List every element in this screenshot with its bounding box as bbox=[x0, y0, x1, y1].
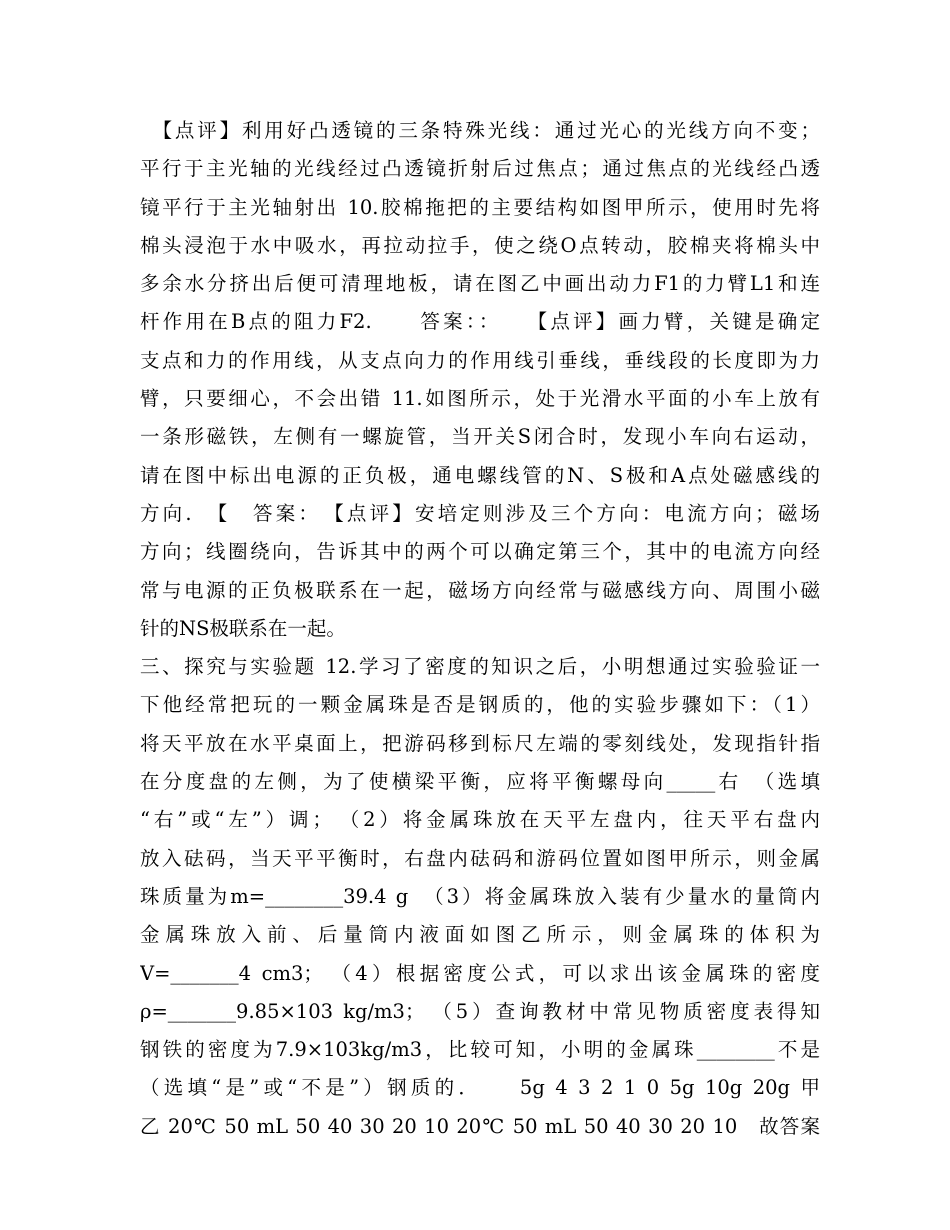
text-line: 珠质量为m=________39.4 g （3）将金属珠放入装有少量水的量筒内 bbox=[140, 884, 820, 908]
body-text bbox=[140, 112, 820, 1146]
text-line: 平行于主光轴的光线经过凸透镜折射后过焦点；通过焦点的光线经凸透 bbox=[140, 157, 820, 181]
text-line: 将天平放在水平桌面上，把游码移到标尺左端的零刻线处，发现指针指 bbox=[140, 731, 820, 755]
text-line: 【点评】利用好凸透镜的三条特殊光线：通过光心的光线方向不变； bbox=[140, 119, 820, 142]
text-line: 乙 20℃ 50 mL 50 40 30 20 10 20℃ 50 mL 50 40 30 20 10 故答案 bbox=[140, 1114, 820, 1138]
text-line: 棉头浸泡于水中吸水，再拉动拉手，使之绕O点转动，胶棉夹将棉头中 bbox=[140, 233, 820, 257]
text-line: 在分度盘的左侧，为了使横梁平衡，应将平衡螺母向_____右 （选填 bbox=[140, 770, 820, 794]
text-line: 放入砝码，当天平平衡时，右盘内砝码和游码位置如图甲所示，则金属 bbox=[140, 846, 820, 870]
text-line: ρ=_______9.85×103 kg/m3； （5）查询教材中常见物质密度表得知 bbox=[140, 999, 820, 1023]
text-line: “右”或“左”）调； （2）将金属珠放在天平左盘内，往天平右盘内 bbox=[140, 808, 820, 832]
text-line: 方向. 【 答案： 【点评】安培定则涉及三个方向：电流方向；磁场 bbox=[140, 501, 820, 525]
text-line: 下他经常把玩的一颗金属珠是否是钢质的，他的实验步骤如下：（1） bbox=[140, 693, 820, 717]
text-line: 常与电源的正负极联系在一起，磁场方向经常与磁感线方向、周围小磁 bbox=[140, 578, 820, 602]
text-line: 钢铁的密度为7.9×103kg/m3，比较可知，小明的金属珠________不是 bbox=[140, 1038, 820, 1062]
text-line: 金属珠放入前、后量筒内液面如图乙所示，则金属珠的体积为 bbox=[140, 923, 820, 947]
text-line: （选填“是”或“不是”）钢质的． 5g 4 3 2 1 0 5g 10g 20g 甲 bbox=[140, 1076, 820, 1100]
text-line: 镜平行于主光轴射出 10.胶棉拖把的主要结构如图甲所示，使用时先将 bbox=[140, 195, 820, 219]
text-line: 请在图中标出电源的正负极，通电螺线管的N、S极和A点处磁感线的 bbox=[140, 463, 820, 487]
text-line: 臂，只要细心，不会出错 11.如图所示，处于光滑水平面的小车上放有 bbox=[140, 387, 820, 411]
text-line: 多余水分挤出后便可清理地板，请在图乙中画出动力F1的力臂L1和连 bbox=[140, 272, 820, 296]
text-line: 方向；线圈绕向，告诉其中的两个可以确定第三个，其中的电流方向经 bbox=[140, 540, 820, 564]
text-line: 一条形磁铁，左侧有一螺旋管，当开关S闭合时，发现小车向右运动， bbox=[140, 425, 820, 449]
text-line: 支点和力的作用线，从支点向力的作用线引垂线，垂线段的长度即为力 bbox=[140, 348, 820, 372]
text-line: V=_______4 cm3； （4）根据密度公式，可以求出该金属珠的密度 bbox=[140, 961, 820, 985]
text-line: 针的NS极联系在一起。 bbox=[140, 616, 346, 640]
text-line: 三、探究与实验题 12.学习了密度的知识之后，小明想通过实验验证一 bbox=[140, 655, 820, 679]
text-line: 杆作用在B点的阻力F2. 答案：： 【点评】画力臂，关键是确定 bbox=[140, 310, 820, 334]
